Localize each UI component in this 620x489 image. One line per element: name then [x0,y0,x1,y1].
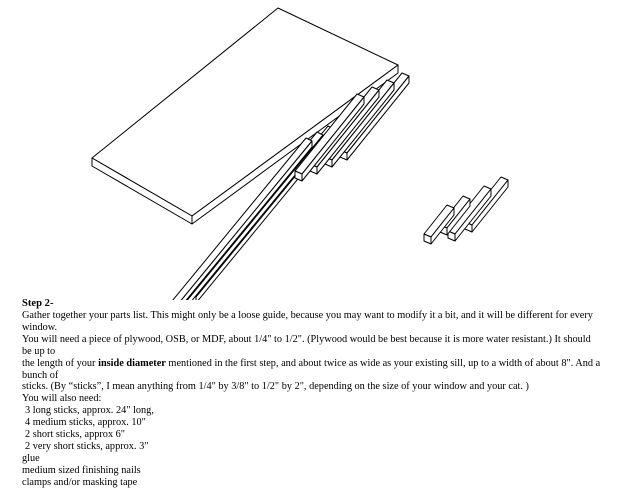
list-item: 2 short sticks, approx 6" [25,429,126,441]
inside-diameter-emphasis: inside diameter [98,357,166,369]
list-item: medium sized finishing nails [22,464,141,476]
paragraph-line-3-part-b: mentioned in the first step, and about twice as wide as your existing sill, up to a width of about 8". And a bunch of [22,357,601,381]
list-item: glue [22,452,40,464]
list-item: 4 medium sticks, approx. 10" [25,417,146,429]
also-need-heading: You will also need: [22,393,102,405]
paragraph-line-2: You will need a piece of plywood, OSB, or MDF, about 1/4" to 1/2". (Plywood would be best because it is more water resistant.) It should be up to [22,333,591,357]
list-item: 3 long sticks, approx. 24" long, [25,405,154,417]
paragraph-line-1: Gather together your parts list. This might only be a loose guide, because you may want to modify it a bit, and it will be different for every window. [22,310,593,333]
step-title: Step 2- [22,298,54,309]
list-item: clamps and/or masking tape [22,476,138,488]
paragraph-line-4: sticks. (By “sticks”, I mean anything from 1/4" by 3/8" to 1/2" by 2", depending on the size of your window and your cat. ) [22,381,529,393]
paragraph-line-3 [22,358,602,382]
paragraph-line-3-part-a: the length of your [22,357,99,369]
instruction-text [22,297,602,489]
list-item: 2 very short sticks, approx. 3" [25,440,149,452]
